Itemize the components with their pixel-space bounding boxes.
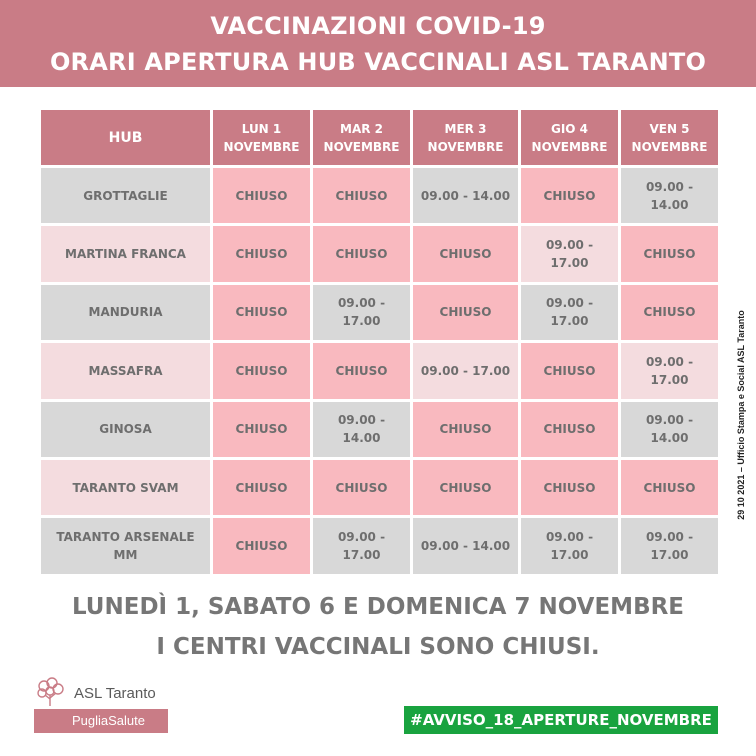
- day-header: [212, 109, 312, 167]
- schedule-cell: 09.00 - 17.00: [620, 517, 720, 575]
- day-header-day: VEN 5: [649, 121, 690, 136]
- schedule-cell: 09.00 - 14.00: [620, 400, 720, 458]
- schedule-cell: 09.00 - 17.00: [520, 283, 620, 341]
- schedule-cell: CHIUSO: [412, 458, 520, 516]
- schedule-cell: CHIUSO: [312, 342, 412, 400]
- day-header-day: GIO 4: [550, 121, 589, 136]
- table-row: [40, 225, 720, 283]
- hub-name-cell: TARANTO SVAM: [40, 458, 212, 516]
- day-header: [620, 109, 720, 167]
- day-header: [520, 109, 620, 167]
- day-header-day: LUN 1: [241, 121, 282, 136]
- hub-name-cell: MARTINA FRANCA: [40, 225, 212, 283]
- schedule-cell: 09.00 - 17.00: [312, 517, 412, 575]
- day-header-month: NOVEMBRE: [631, 139, 708, 154]
- table-row: [40, 167, 720, 225]
- day-header-month: NOVEMBRE: [531, 139, 608, 154]
- table-row: [40, 283, 720, 341]
- schedule-cell: 09.00 - 14.00: [412, 517, 520, 575]
- hub-name-cell: GROTTAGLIE: [40, 167, 212, 225]
- day-header-day: MAR 2: [340, 121, 383, 136]
- schedule-cell: CHIUSO: [520, 342, 620, 400]
- closure-notice-line-2: I CENTRI VACCINALI SONO CHIUSI.: [156, 634, 600, 660]
- hub-name-cell: MANDURIA: [40, 283, 212, 341]
- schedule-cell: CHIUSO: [620, 225, 720, 283]
- table-row: [40, 342, 720, 400]
- schedule-cell: CHIUSO: [312, 458, 412, 516]
- hub-name-cell: GINOSA: [40, 400, 212, 458]
- schedule-cell: CHIUSO: [412, 283, 520, 341]
- schedule-table: [38, 107, 721, 577]
- schedule-cell: CHIUSO: [212, 400, 312, 458]
- schedule-cell: CHIUSO: [212, 517, 312, 575]
- schedule-cell: 09.00 - 17.00: [620, 342, 720, 400]
- schedule-cell: CHIUSO: [520, 458, 620, 516]
- title-line-1: VACCINAZIONI COVID-19: [210, 12, 546, 40]
- hub-name-cell: MASSAFRA: [40, 342, 212, 400]
- header-banner: [0, 0, 756, 87]
- logo-subtitle: PugliaSalute: [34, 709, 168, 733]
- day-header: [412, 109, 520, 167]
- logo-name: ASL Taranto: [74, 685, 156, 702]
- table-row: [40, 400, 720, 458]
- schedule-cell: CHIUSO: [412, 400, 520, 458]
- credit-note: 29 10 2021 – Ufficio Stampa e Social ASL Taranto: [736, 310, 746, 520]
- closure-notice-line-1: LUNEDÌ 1, SABATO 6 E DOMENICA 7 NOVEMBRE: [71, 594, 685, 620]
- asl-logo: [34, 677, 170, 733]
- schedule-cell: CHIUSO: [312, 167, 412, 225]
- table-row: [40, 517, 720, 575]
- schedule-cell: CHIUSO: [520, 167, 620, 225]
- schedule-cell: CHIUSO: [520, 400, 620, 458]
- schedule-cell: CHIUSO: [620, 458, 720, 516]
- hub-column-header: HUB: [40, 109, 212, 167]
- schedule-cell: 09.00 - 14.00: [312, 400, 412, 458]
- schedule-cell: 09.00 - 14.00: [620, 167, 720, 225]
- day-header-month: NOVEMBRE: [323, 139, 400, 154]
- schedule-cell: 09.00 - 14.00: [412, 167, 520, 225]
- schedule-cell: 09.00 - 17.00: [412, 342, 520, 400]
- schedule-cell: 09.00 - 17.00: [312, 283, 412, 341]
- schedule-cell: 09.00 - 17.00: [520, 517, 620, 575]
- schedule-cell: CHIUSO: [212, 283, 312, 341]
- title-line-2: ORARI APERTURA HUB VACCINALI ASL TARANTO: [49, 48, 707, 76]
- tree-icon: [34, 677, 66, 707]
- schedule-cell: CHIUSO: [212, 342, 312, 400]
- day-header-month: NOVEMBRE: [427, 139, 504, 154]
- schedule-cell: CHIUSO: [312, 225, 412, 283]
- hashtag-badge: #AVVISO_18_APERTURE_NOVEMBRE: [404, 706, 718, 734]
- schedule-cell: CHIUSO: [412, 225, 520, 283]
- schedule-cell: CHIUSO: [212, 225, 312, 283]
- schedule-cell: CHIUSO: [620, 283, 720, 341]
- table-header-row: [40, 109, 720, 167]
- schedule-cell: CHIUSO: [212, 458, 312, 516]
- hub-name-cell: TARANTO ARSENALE MM: [40, 517, 212, 575]
- schedule-cell: 09.00 - 17.00: [520, 225, 620, 283]
- day-header-month: NOVEMBRE: [223, 139, 300, 154]
- day-header-day: MER 3: [444, 121, 487, 136]
- table-row: [40, 458, 720, 516]
- schedule-cell: CHIUSO: [212, 167, 312, 225]
- day-header: [312, 109, 412, 167]
